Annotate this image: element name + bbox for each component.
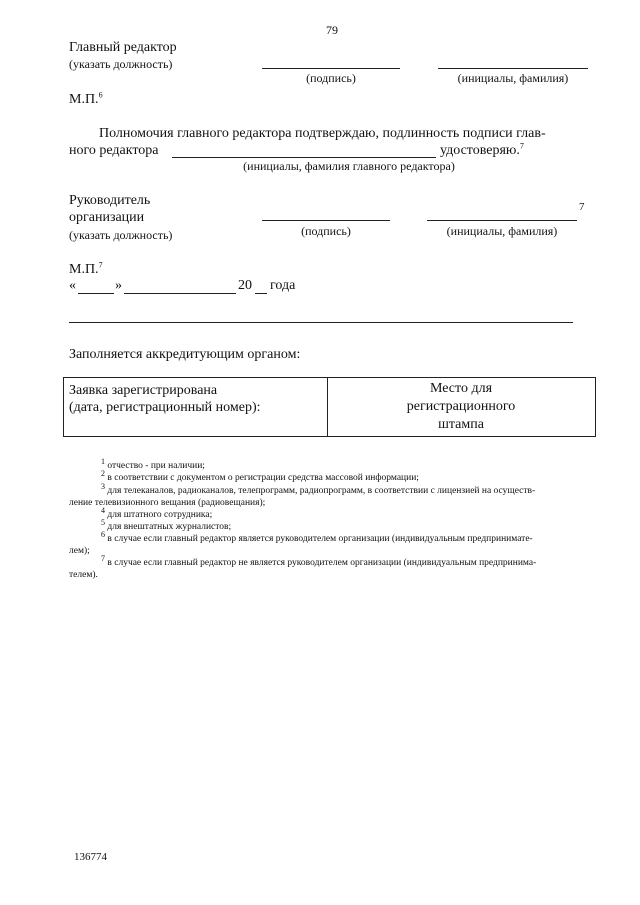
head-position-hint: (указать должность)	[69, 228, 173, 242]
head-note: 7	[579, 201, 585, 213]
registration-right-line-3: штампа	[438, 417, 484, 432]
date-day-line	[78, 293, 114, 294]
registration-right-line-1: Место для	[429, 381, 493, 396]
date-open-quote: «	[69, 278, 76, 293]
editor-position-hint: (указать должность)	[69, 57, 173, 71]
footnote-5: $^5$ для внештатных журналистов;	[101, 517, 232, 532]
head-signature-caption: (подпись)	[301, 224, 351, 238]
footnote-1: $^1$ отчество - при наличии;	[101, 456, 205, 471]
document-code: 136774	[74, 851, 107, 863]
registration-right-line-2: регистрационного	[406, 399, 516, 414]
separator-line	[69, 322, 573, 323]
date-year-suffix: года	[270, 278, 296, 293]
editor-name-line	[438, 68, 588, 69]
editor-signature-line	[262, 68, 400, 69]
head-title-line-1: Руководитель	[69, 193, 151, 208]
editor-name-caption: (инициалы, фамилия)	[457, 71, 569, 85]
registration-left-line-2: (дата, регистрационный номер):	[69, 400, 261, 415]
date-year-line	[255, 293, 267, 294]
authority-line-1: Полномочия главного редактора подтверждаю, подлинность подписи глав-	[99, 126, 546, 141]
head-name-line	[427, 220, 577, 221]
footnote-7: $^7$ в случае если главный редактор не является руководителем организации (индивидуальным предпринима-	[101, 553, 537, 568]
footnote-6: $^6$ в случае если главный редактор является руководителем организации (индивидуальным предпринимате-	[101, 529, 533, 544]
head-signature-line	[262, 220, 390, 221]
editor-signature-caption: (подпись)	[306, 71, 356, 85]
footnote-3-continued: ление телевизионного вещания (радиовещания);	[69, 498, 266, 508]
page-number: 79	[326, 23, 338, 37]
head-name-caption: (инициалы, фамилия)	[446, 224, 558, 238]
date-close-quote: »	[115, 278, 122, 293]
registration-left-line-1: Заявка зарегистрирована	[69, 383, 218, 398]
footnote-3: $^3$ для телеканалов, радиоканалов, телепрограмм, радиопрограмм, в соответствии с лицензией на осуществ-	[101, 481, 536, 496]
footnote-7-continued: телем).	[69, 570, 98, 580]
editor-seal: М.П.$^6$	[69, 90, 103, 107]
date-month-line	[124, 293, 236, 294]
head-seal: М.П.$^7$	[69, 260, 103, 277]
accreditation-heading: Заполняется аккредитующим органом:	[69, 347, 301, 362]
authority-line-2-suffix: удостоверяю.$^7$	[440, 141, 524, 158]
editor-title: Главный редактор	[69, 40, 177, 55]
footnote-6-continued: лем);	[69, 546, 90, 556]
authority-caption: (инициалы, фамилия главного редактора)	[243, 159, 455, 173]
footnote-4: $^4$ для штатного сотрудника;	[101, 505, 213, 520]
footnote-2: $^2$ в соответствии с документом о регистрации средства массовой информации;	[101, 468, 419, 483]
authority-name-line	[172, 157, 436, 158]
head-title-line-2: организации	[69, 210, 145, 225]
authority-line-2-prefix: ного редактора	[69, 143, 159, 158]
date-year-prefix: 20	[238, 278, 252, 293]
